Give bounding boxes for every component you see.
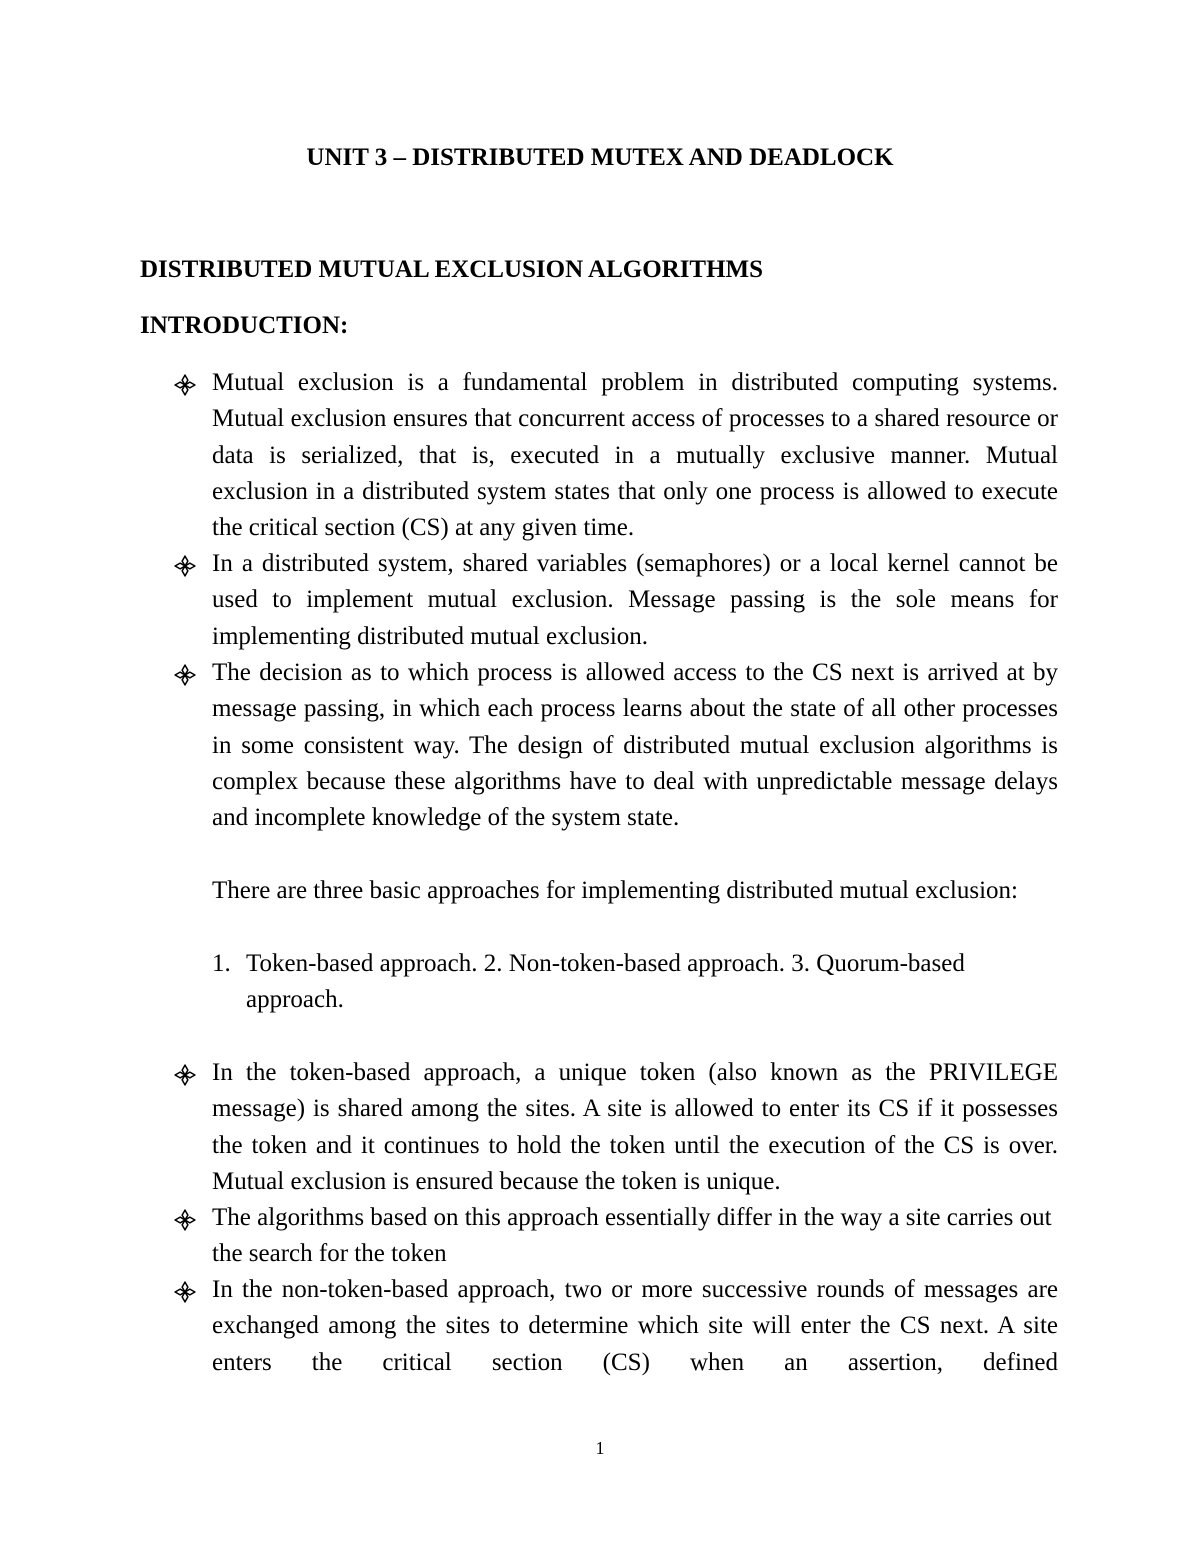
list-item — [212, 1200, 1058, 1273]
intro-heading: INTRODUCTION: — [140, 312, 349, 339]
list-item — [212, 546, 1058, 655]
list-item — [212, 365, 1058, 546]
bullet-text: In the non-token-based approach, two or more successive rounds of messages are exchanged among the sites to determine which site will enter the CS next. A site enters the critical section (CS) when an assertion, defined — [212, 1276, 1058, 1376]
unit-title: UNIT 3 – DISTRIBUTED MUTEX AND DEADLOCK — [306, 144, 894, 171]
approaches-intro: There are three basic approaches for implementing distributed mutual exclusion: — [212, 877, 1018, 904]
bullet-text: In a distributed system, shared variables (semaphores) or a local kernel cannot be used to implement mutual exclusion. Message passing is the sole means for implementing distributed mutual exclusion. — [212, 550, 1058, 650]
list-item — [212, 1055, 1058, 1200]
four-diamond-bullet-icon — [174, 1281, 196, 1303]
approaches-list-text: Token-based approach. 2. Non-token-based approach. 3. Quorum-based approach. — [246, 950, 965, 1014]
four-diamond-bullet-icon — [174, 1209, 196, 1231]
list-item — [212, 655, 1058, 836]
list-item — [212, 1272, 1058, 1381]
page-number: 1 — [595, 1438, 605, 1458]
four-diamond-bullet-icon — [174, 374, 196, 396]
four-diamond-bullet-icon — [174, 664, 196, 686]
bullet-text: The algorithms based on this approach essentially differ in the way a site carries out the search for the token — [212, 1204, 1052, 1268]
list-number: 1. — [212, 950, 231, 977]
bullet-text: The decision as to which process is allowed access to the CS next is arrived at by message passing, in which each process learns about the state of all other processes in some consistent way. The design of distributed mutual exclusion algorithms is complex because these algorithms have to deal with unpredictable message delays and incomplete knowledge of the system state. — [212, 659, 1058, 832]
section-heading: DISTRIBUTED MUTUAL EXCLUSION ALGORITHMS — [140, 256, 764, 283]
four-diamond-bullet-icon — [174, 1064, 196, 1086]
approaches-list — [212, 946, 1058, 1019]
bullet-text: Mutual exclusion is a fundamental problem in distributed computing systems. Mutual exclusion ensures that concurrent access of processes to a shared resource or data is serialized, that is, executed in a mutually exclusive manner. Mutual exclusion in a distributed system states that only one process is allowed to execute the critical section (CS) at any given time. — [212, 369, 1058, 542]
bullet-text: In the token-based approach, a unique token (also known as the PRIVILEGE message) is shared among the sites. A site is allowed to enter its CS if it possesses the token and it continues to hold the token until the execution of the CS is over. Mutual exclusion is ensured because the token is unique. — [212, 1059, 1058, 1195]
four-diamond-bullet-icon — [174, 555, 196, 577]
